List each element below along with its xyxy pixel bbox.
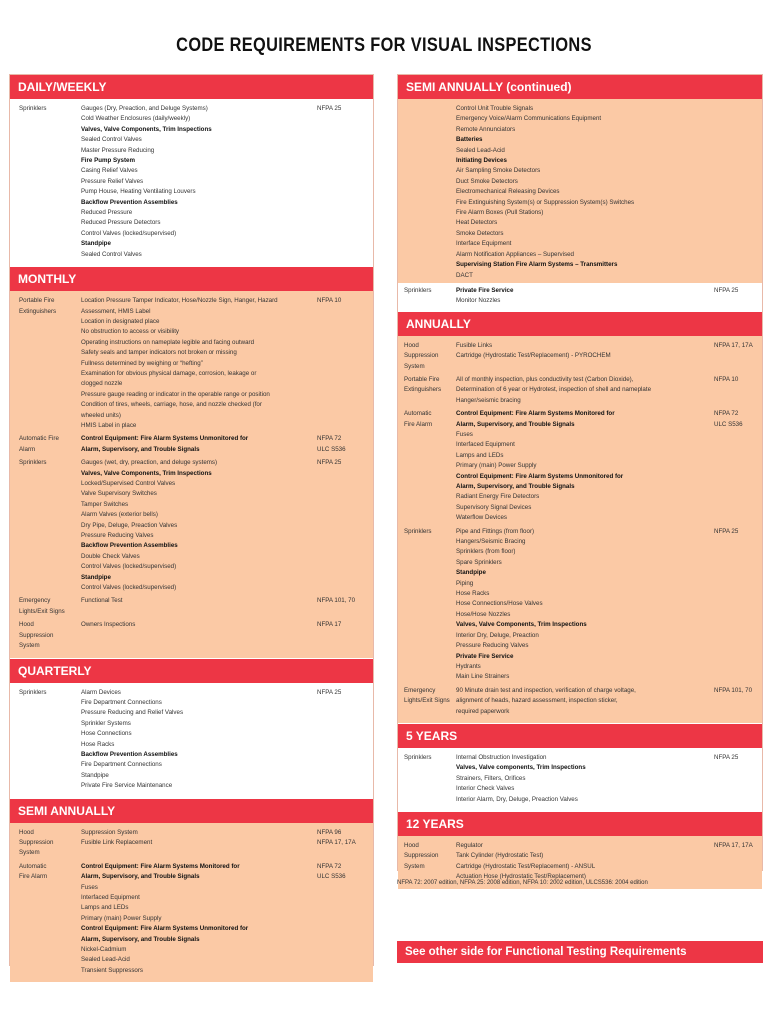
inspection-item: Valve Supervisory Switches — [81, 490, 157, 498]
inspection-item: Sealed Control Valves — [81, 250, 142, 258]
section-body-semi-annually — [10, 823, 373, 983]
left-column — [9, 74, 374, 974]
item-subheading: Alarm, Supervisory, and Trouble Signals — [81, 935, 200, 943]
item-subheading: Control Equipment: Fire Alarm Systems Unmonitored for — [456, 472, 624, 480]
system-cell: Sprinklers — [19, 459, 47, 467]
inspection-item: Tamper Switches — [81, 500, 129, 508]
inspection-row-automatic-fire-alarm — [398, 409, 762, 523]
item-subheading: Valves, Valve components, Trim Inspections — [456, 764, 586, 772]
inspection-item: Locked/Supervised Control Valves — [81, 480, 176, 487]
code-cell: NFPA 96 NFPA 17, 17A — [317, 828, 356, 846]
inspection-item: Cold Weather Enclosures (daily/weekly) — [81, 115, 191, 123]
edition-footnote: NFPA 72: 2007 edition, NFPA 25: 2008 edition, NFPA 10: 2002 edition, ULCS536: 2004 edition — [397, 880, 648, 886]
inspection-item: Emergency Voice/Alarm Communications Equipment — [456, 115, 602, 123]
inspection-item: Control Valves (locked/supervised) — [81, 229, 177, 237]
inspection-item: Hangers/Seismic Bracing — [456, 538, 526, 546]
inspection-item: Lamps and LEDs — [456, 451, 504, 459]
items-cell — [79, 296, 317, 431]
inspection-item: Alarm Valves (exterior bells) — [81, 511, 158, 519]
inspection-item: Pump House, Heating Ventilating Louvers — [81, 188, 196, 196]
system-cell: Sprinklers — [19, 105, 47, 112]
inspection-item: Assessment, HMIS Label — [81, 307, 151, 315]
inspection-item: Cartridge (Hydrostatic Test/Replacement) - ANSUL — [456, 862, 596, 870]
inspection-item: Hose/Hose Nozzles — [456, 610, 511, 618]
code-cell: NFPA 10 — [714, 375, 739, 383]
inspection-item: Control Valves (locked/supervised) — [81, 563, 177, 571]
inspection-item: Fullness determined by weighing or “hefting” — [81, 359, 203, 367]
inspection-item: Sealed Lead-Acid — [456, 146, 505, 154]
code-cell: NFPA 17 — [317, 621, 342, 629]
inspection-item: Spare Sprinklers — [456, 558, 502, 566]
items-cell — [79, 828, 317, 849]
inspection-item: Interfaced Equipment — [81, 894, 140, 901]
item-subheading: Alarm, Supervisory, and Trouble Signals — [456, 483, 575, 490]
inspection-row-hood-suppression-system — [10, 620, 373, 651]
code-cell: NFPA 17, 17A — [714, 341, 753, 349]
inspection-item: Supervisory Signal Devices — [456, 503, 532, 511]
inspection-item: Control Valves (locked/supervised) — [81, 584, 177, 592]
system-cell: Sprinklers — [404, 527, 432, 535]
item-subheading: Alarm, Supervisory, and Trouble Signals — [81, 873, 200, 881]
section-body-annually — [398, 336, 762, 723]
item-subheading: Standpipe — [81, 240, 111, 248]
items-cell — [79, 596, 317, 606]
inspection-item: Safety seals and tamper indicators not broken or missing — [81, 349, 237, 357]
inspection-item: Strainers, Filters, Orifices — [456, 774, 526, 782]
item-subheading: Control Equipment: Fire Alarm Systems Unmonitored for — [81, 435, 249, 443]
inspection-item: Fire Extinguishing System(s) or Suppression System(s) Switches — [456, 198, 635, 206]
code-cell: NFPA 72 ULC S536 — [317, 862, 346, 881]
inspection-item: No obstruction to access or visibility — [81, 328, 180, 336]
system-cell: Portable Fire Extinguishers — [404, 375, 442, 394]
inspection-row-sprinklers — [10, 688, 373, 792]
inspection-item: Pressure Relief Valves — [81, 177, 144, 185]
inspection-row-hood-suppression-system — [398, 841, 762, 883]
inspection-item: Interface Equipment — [456, 240, 512, 248]
inspection-item: Smoke Detectors — [456, 229, 504, 237]
inspection-item: wheeled units) — [81, 411, 121, 419]
items-cell — [79, 458, 317, 593]
item-subheading: Private Fire Service — [456, 652, 514, 660]
system-cell: Portable Fire Extinguishers — [19, 297, 57, 315]
inspection-item: Operating instructions on nameplate legible and facing outward — [81, 338, 255, 346]
inspection-item: Main Line Strainers — [456, 673, 510, 681]
item-subheading: Valves, Valve Components, Trim Inspections — [456, 621, 587, 629]
section-heading-semi-annually: SEMI ANNUALLY — [10, 798, 373, 823]
inspection-item: Alarm Notification Appliances – Supervised — [456, 250, 574, 258]
inspection-item: Casing Relief Valves — [81, 167, 138, 175]
system-cell: Sprinklers — [404, 286, 432, 294]
inspection-item: clogged nozzle — [81, 380, 123, 388]
see-other-side-banner: See other side for Functional Testing Requirements — [397, 941, 763, 963]
inspection-item: Duct Smoke Detectors — [456, 177, 518, 185]
code-cell: NFPA 25 — [317, 459, 342, 467]
item-subheading: Control Equipment: Fire Alarm Systems Monitored for — [456, 410, 615, 418]
right-column — [397, 74, 763, 881]
inspection-item: Hanger/seismic bracing — [456, 396, 521, 404]
inspection-row-sprinklers — [398, 753, 762, 805]
item-subheading: Valves, Valve Components, Trim Inspections — [81, 469, 212, 477]
items-cell — [79, 104, 317, 260]
items-cell — [454, 375, 714, 406]
inspection-item: Tank Cylinder (Hydrostatic Test) — [456, 852, 544, 860]
inspection-item: Master Pressure Reducing — [81, 146, 155, 154]
inspection-item: Functional Test — [81, 597, 123, 605]
inspection-item: Radiant Energy Fire Detectors — [456, 493, 540, 501]
inspection-row-sprinklers — [10, 458, 373, 593]
system-cell: Hood Suppression System — [404, 841, 439, 870]
section-body-semi-annually-continued — [398, 99, 762, 311]
inspection-item: Sprinklers (from floor) — [456, 548, 516, 556]
inspection-row-emergency-lights-exit-signs — [398, 686, 762, 717]
items-cell — [79, 862, 317, 976]
system-cell: Sprinklers — [19, 688, 47, 696]
system-cell: Hood Suppression System — [19, 828, 54, 857]
inspection-item: Transient Suppressors — [81, 966, 144, 974]
items-cell — [454, 841, 714, 883]
inspection-item: Interior Alarm, Dry, Deluge, Preaction Valves — [456, 795, 578, 803]
system-cell: Automatic Fire Alarm — [404, 410, 433, 428]
inspection-item: Primary (main) Power Supply — [456, 462, 537, 470]
inspection-item: Internal Obstruction Investigation — [456, 753, 547, 761]
section-heading-daily-weekly: DAILY/WEEKLY — [10, 75, 373, 99]
item-subheading: Backflow Prevention Assemblies — [81, 750, 178, 758]
item-subheading: Backflow Prevention Assemblies — [81, 542, 178, 550]
code-cell: NFPA 17, 17A — [714, 841, 753, 849]
inspection-item: Fire Department Connections — [81, 698, 162, 706]
inspection-row-sprinklers — [398, 527, 762, 683]
inspection-row-blank — [398, 104, 762, 281]
inspection-item: Remote Annunciators — [456, 125, 516, 133]
item-subheading: Standpipe — [456, 569, 486, 577]
system-cell: Emergency Lights/Exit Signs — [19, 597, 65, 615]
item-subheading: Supervising Station Fire Alarm Systems – Transmitters — [456, 261, 618, 269]
inspection-row-automatic-fire-alarm — [10, 862, 373, 976]
inspection-item: Gauges (wet, dry, preaction, and deluge systems) — [81, 459, 218, 467]
inspection-item: Condition of tires, wheels, carriage, hose, and nozzle checked (for — [81, 401, 262, 409]
system-cell: Sprinklers — [404, 753, 432, 761]
inspection-item: Sprinkler Systems — [81, 719, 131, 727]
inspection-item: Standpipe — [81, 771, 109, 779]
inspection-row-emergency-lights-exit-signs — [10, 596, 373, 617]
inspection-row-hood-suppression-system — [10, 828, 373, 859]
code-cell: NFPA 72 ULC S536 — [714, 410, 743, 428]
item-subheading: Fire Pump System — [81, 157, 135, 165]
inspection-item: Alarm Devices — [81, 688, 121, 696]
section-heading-annually: ANNUALLY — [398, 311, 762, 336]
inspection-item: Suppression System — [81, 828, 138, 836]
code-cell: NFPA 72 ULC S536 — [317, 435, 346, 453]
inspection-item: Owners Inspections — [81, 621, 136, 629]
code-cell: NFPA 101, 70 — [317, 597, 356, 605]
inspection-item: Pressure Reducing Valves — [456, 642, 529, 650]
section-heading-12-years: 12 YEARS — [398, 811, 762, 836]
inspection-item: Pressure Reducing and Relief Valves — [81, 709, 184, 717]
item-subheading: Initiating Devices — [456, 157, 507, 165]
inspection-item: Pressure Reducing Valves — [81, 532, 154, 540]
inspection-item: Reduced Pressure — [81, 209, 133, 217]
inspection-item: Sealed Control Valves — [81, 136, 142, 144]
inspection-row-hood-suppression-system — [398, 341, 762, 372]
inspection-item: Lamps and LEDs — [81, 904, 129, 912]
inspection-item: Hydrants — [456, 662, 481, 670]
items-cell — [454, 527, 714, 683]
system-cell: Emergency Lights/Exit Signs — [404, 686, 450, 705]
inspection-item: Gauges (Dry, Preaction, and Deluge Systems) — [81, 105, 208, 112]
inspection-item: DACT — [456, 271, 473, 279]
inspection-item: Pipe and Fittings (from floor) — [456, 527, 535, 535]
section-body-monthly — [10, 291, 373, 657]
items-cell — [454, 409, 714, 523]
inspection-item: Fire Alarm Boxes (Pull Stations) — [456, 209, 544, 217]
inspection-item: alignment of heads, hazard assessment, inspection sticker, — [456, 697, 618, 705]
inspection-item: Fusible Link Replacement — [81, 838, 153, 846]
item-subheading: Batteries — [456, 136, 483, 144]
item-subheading: Alarm, Supervisory, and Trouble Signals — [456, 420, 575, 428]
inspection-item: Nickel-Cadmium — [81, 946, 127, 954]
code-cell: NFPA 10 — [317, 297, 342, 305]
inspection-item: Fuses — [456, 430, 473, 438]
inspection-item: Hose Racks — [81, 740, 115, 748]
section-heading-semi-annually-continued: SEMI ANNUALLY (continued) — [398, 75, 762, 99]
inspection-item: Interfaced Equipment — [456, 441, 515, 449]
section-heading-monthly: MONTHLY — [10, 266, 373, 291]
items-cell — [454, 753, 714, 805]
inspection-item: Interior Check Valves — [456, 785, 515, 793]
inspection-item: Waterflow Devices — [456, 514, 508, 522]
inspection-item: Dry Pipe, Deluge, Preaction Valves — [81, 521, 178, 529]
code-cell: NFPA 25 — [714, 286, 739, 294]
inspection-item: Actuation Hose (Hydrostatic Test/Replacement) — [456, 873, 586, 881]
section-heading-quarterly: QUARTERLY — [10, 658, 373, 683]
inspection-item: Fuses — [81, 883, 98, 891]
inspection-item: Air Sampling Smoke Detectors — [456, 167, 541, 175]
inspection-item: Monitor Nozzles — [456, 297, 501, 305]
inspection-item: Primary (main) Power Supply — [81, 914, 162, 922]
item-subheading: Valves, Valve Components, Trim Inspections — [81, 125, 212, 133]
inspection-item: HMIS Label in place — [81, 421, 137, 429]
item-subheading: Private Fire Service — [456, 286, 514, 294]
inspection-row-sprinklers — [398, 283, 762, 311]
item-subheading: Control Equipment: Fire Alarm Systems Monitored for — [81, 862, 240, 870]
inspection-item: Electromechanical Releasing Devices — [456, 188, 560, 196]
items-cell — [454, 686, 714, 717]
item-subheading: Control Equipment: Fire Alarm Systems Unmonitored for — [81, 925, 249, 933]
item-subheading: Backflow Prevention Assemblies — [81, 198, 178, 206]
page-title: CODE REQUIREMENTS FOR VISUAL INSPECTIONS — [176, 35, 592, 56]
system-cell: Automatic Fire Alarm — [19, 435, 59, 453]
code-cell: NFPA 25 — [714, 753, 739, 761]
inspection-row-sprinklers — [10, 104, 373, 260]
inspection-item: Hose Racks — [456, 590, 490, 598]
inspection-item: required paperwork — [456, 707, 510, 715]
items-cell — [454, 104, 714, 281]
inspection-item: Pressure gauge reading or indicator in the operable range or position — [81, 390, 270, 398]
inspection-item: Hose Connections — [81, 730, 132, 738]
inspection-row-portable-fire-extinguishers — [398, 375, 762, 406]
inspection-item: 90 Minute drain test and inspection, verification of charge voltage, — [456, 686, 636, 694]
inspection-row-automatic-fire-alarm — [10, 434, 373, 455]
system-cell: Automatic Fire Alarm — [19, 862, 48, 881]
inspection-item: Heat Detectors — [456, 219, 498, 227]
items-cell — [454, 341, 714, 362]
inspection-item: Cartridge (Hydrostatic Test/Replacement) - PYROCHEM — [456, 352, 611, 360]
items-cell — [454, 286, 714, 307]
section-body-daily-weekly — [10, 99, 373, 266]
inspection-item: Piping — [456, 579, 474, 587]
items-cell — [79, 688, 317, 792]
inspection-item: Double Check Valves — [81, 552, 140, 560]
inspection-item: All of monthly inspection, plus conductivity test (Carbon Dioxide), — [456, 375, 634, 383]
section-heading-5-years: 5 YEARS — [398, 723, 762, 748]
inspection-item: Location in designated place — [81, 317, 160, 325]
section-body-quarterly — [10, 683, 373, 798]
inspection-item: Interior Dry, Deluge, Preaction — [456, 631, 539, 639]
inspection-item: Reduced Pressure Detectors — [81, 219, 161, 227]
item-subheading: Standpipe — [81, 573, 111, 581]
inspection-item: Private Fire Service Maintenance — [81, 782, 173, 790]
items-cell — [79, 620, 317, 630]
inspection-item: Fire Department Connections — [81, 761, 162, 769]
inspection-item: Fusible Links — [456, 341, 493, 349]
code-cell: NFPA 101, 70 — [714, 686, 753, 694]
inspection-item: Regulator — [456, 841, 483, 849]
inspection-item: Hose Connections/Hose Valves — [456, 600, 543, 608]
item-subheading: Alarm, Supervisory, and Trouble Signals — [81, 445, 200, 453]
code-cell: NFPA 25 — [714, 527, 739, 535]
items-cell — [79, 434, 317, 455]
section-body-5-years — [398, 748, 762, 811]
inspection-item: Examination for obvious physical damage, corrosion, leakage or — [81, 369, 257, 377]
code-cell: NFPA 25 — [317, 105, 342, 112]
inspection-item: Sealed Lead-Acid — [81, 956, 130, 964]
inspection-item: Determination of 6 year or Hydrotest, inspection of shell and nameplate — [456, 386, 652, 394]
system-cell: Hood Suppression System — [19, 621, 54, 650]
system-cell: Hood Suppression System — [404, 341, 439, 370]
code-cell: NFPA 25 — [317, 688, 342, 696]
inspection-row-portable-fire-extinguishers — [10, 296, 373, 431]
inspection-item: Control Unit Trouble Signals — [456, 105, 534, 112]
inspection-item: Location Pressure Tamper Indicator, Hose/Nozzle Sign, Hanger, Hazard — [81, 297, 278, 305]
